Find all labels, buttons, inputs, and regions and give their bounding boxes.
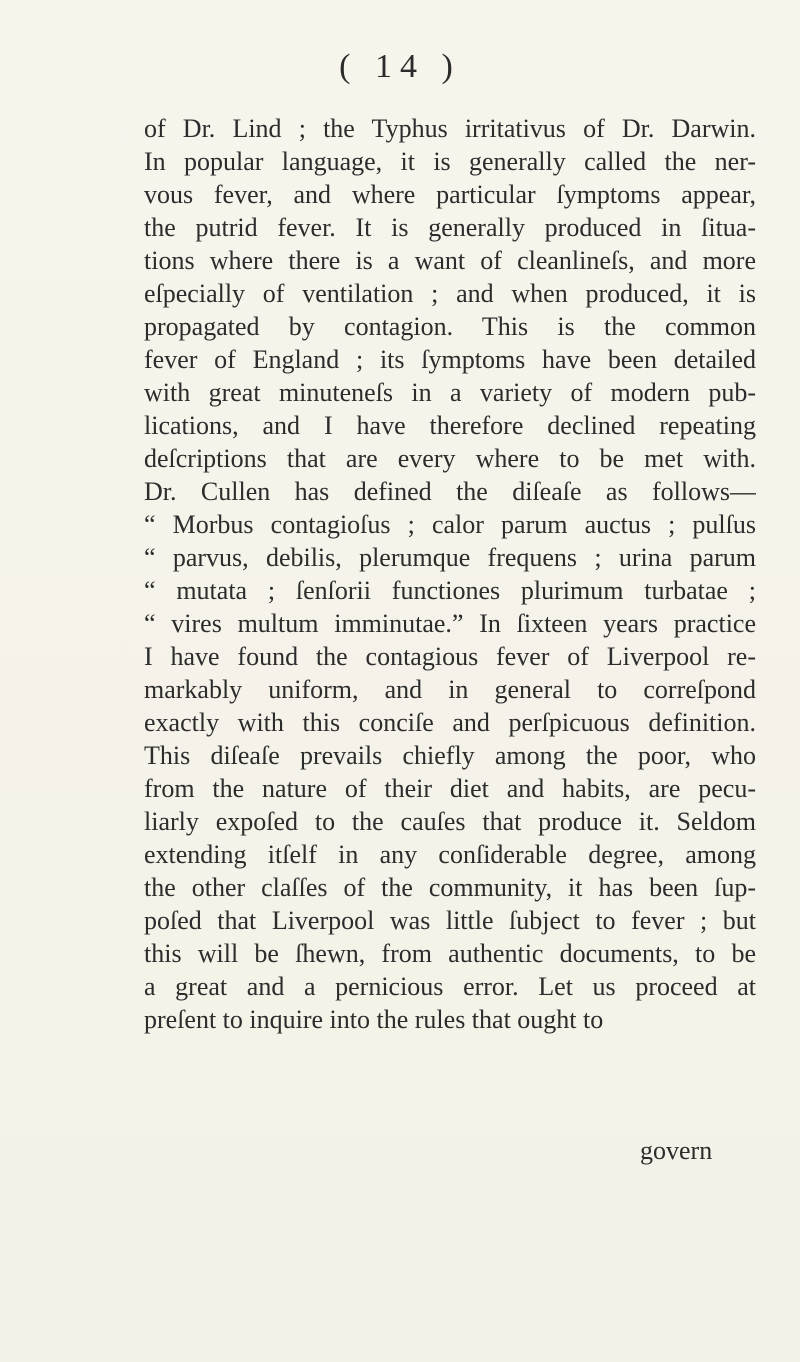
text-line: this will be ſhewn, from authentic documents, to be <box>144 939 756 968</box>
text-line: “ Morbus contagioſus ; calor parum auctus ; pulſus <box>144 510 756 539</box>
text-line: a great and a pernicious error. Let us proceed at <box>144 972 756 1001</box>
text-line: poſed that Liverpool was little ſubject to fever ; but <box>144 906 756 935</box>
text-line: This diſeaſe prevails chiefly among the poor, who <box>144 741 756 770</box>
text-line: extending itſelf in any conſiderable degree, among <box>144 840 756 869</box>
text-line: tions where there is a want of cleanlineſs, and more <box>144 246 756 275</box>
text-line: the other claſſes of the community, it has been ſup- <box>144 873 756 902</box>
text-line: Dr. Cullen has defined the diſeaſe as follows— <box>144 477 756 506</box>
text-line: markably uniform, and in general to correſpond <box>144 675 756 704</box>
page-number-header: ( 14 ) <box>339 48 461 85</box>
text-line: “ vires multum imminutae.” In ſixteen years practice <box>144 609 756 638</box>
text-line: liarly expoſed to the cauſes that produce it. Seldom <box>144 807 756 836</box>
text-line: deſcriptions that are every where to be met with. <box>144 444 756 473</box>
text-line: I have found the contagious fever of Liverpool re- <box>144 642 756 671</box>
text-line: from the nature of their diet and habits, are pecu- <box>144 774 756 803</box>
text-line: the putrid fever. It is generally produced in ſitua- <box>144 213 756 242</box>
body-text <box>144 112 756 1036</box>
text-line: exactly with this conciſe and perſpicuous definition. <box>144 708 756 737</box>
text-line: lications, and I have therefore declined repeating <box>144 411 756 440</box>
text-line: of Dr. Lind ; the Typhus irritativus of Dr. Darwin. <box>144 114 756 143</box>
text-line: preſent to inquire into the rules that ought to <box>144 1005 604 1034</box>
text-line: “ mutata ; ſenſorii functiones plurimum turbatae ; <box>144 576 756 605</box>
text-line: propagated by contagion. This is the common <box>144 312 756 341</box>
text-line: with great minuteneſs in a variety of modern pub- <box>144 378 756 407</box>
text-line: In popular language, it is generally called the ner- <box>144 147 756 176</box>
text-line: vous fever, and where particular ſymptoms appear, <box>144 180 756 209</box>
text-line: “ parvus, debilis, plerumque frequens ; urina parum <box>144 543 756 572</box>
text-line: eſpecially of ventilation ; and when produced, it is <box>144 279 756 308</box>
catchword: govern <box>640 1136 713 1165</box>
text-line: fever of England ; its ſymptoms have been detailed <box>144 345 756 374</box>
